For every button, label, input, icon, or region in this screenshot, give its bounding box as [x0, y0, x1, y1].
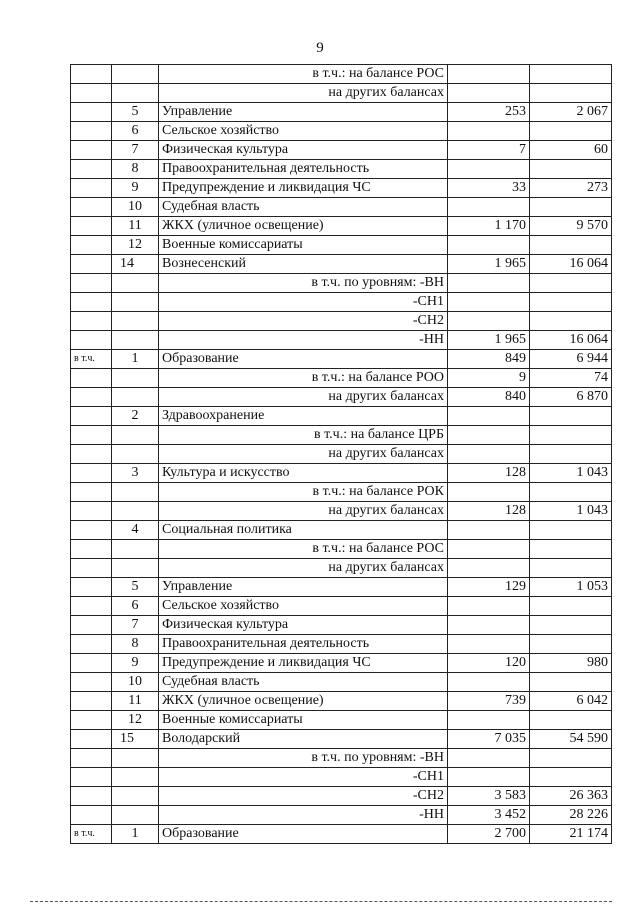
row-label-cell: Образование [159, 825, 448, 844]
row-label-cell: Образование [159, 350, 448, 369]
row-code-cell: 10 [112, 673, 159, 692]
value-cell-1: 7 035 [448, 730, 530, 749]
group-label-cell [71, 160, 112, 179]
row-label-cell: Физическая культура [159, 616, 448, 635]
table-row [71, 388, 612, 407]
value-cell-2 [530, 483, 612, 502]
table-row [71, 65, 612, 84]
value-cell-1: 33 [448, 179, 530, 198]
table-row [71, 578, 612, 597]
group-label-cell [71, 236, 112, 255]
row-label-cell: Правоохранительная деятельность [159, 160, 448, 179]
row-label-cell: Володарский [159, 730, 448, 749]
value-cell-2 [530, 445, 612, 464]
table-row [71, 103, 612, 122]
group-label-cell [71, 806, 112, 825]
row-code-cell: 2 [112, 407, 159, 426]
value-cell-1: 1 170 [448, 217, 530, 236]
group-label-cell [71, 426, 112, 445]
table-row [71, 749, 612, 768]
value-cell-2 [530, 426, 612, 445]
table-row [71, 521, 612, 540]
value-cell-2 [530, 236, 612, 255]
table-row [71, 179, 612, 198]
value-cell-1 [448, 540, 530, 559]
value-cell-2: 273 [530, 179, 612, 198]
value-cell-1: 253 [448, 103, 530, 122]
row-code-cell: 6 [112, 597, 159, 616]
table-row [71, 331, 612, 350]
value-cell-2 [530, 673, 612, 692]
row-code-cell: 6 [112, 122, 159, 141]
group-label-cell [71, 502, 112, 521]
row-label-cell: -НН [159, 806, 448, 825]
value-cell-1: 849 [448, 350, 530, 369]
table-row [71, 597, 612, 616]
table-row [71, 768, 612, 787]
row-label-cell: на других балансах [159, 84, 448, 103]
row-label-cell: -СН2 [159, 787, 448, 806]
row-code-cell: 7 [112, 616, 159, 635]
row-label-cell: Культура и искусство [159, 464, 448, 483]
table-row [71, 445, 612, 464]
row-code-cell [112, 312, 159, 331]
row-label-cell: -СН2 [159, 312, 448, 331]
row-code-cell: 14 [112, 255, 159, 274]
group-label-cell [71, 122, 112, 141]
row-code-cell: 4 [112, 521, 159, 540]
row-code-cell [112, 787, 159, 806]
value-cell-2 [530, 749, 612, 768]
table-row [71, 293, 612, 312]
row-code-cell [112, 540, 159, 559]
table-row [71, 274, 612, 293]
value-cell-2: 54 590 [530, 730, 612, 749]
row-code-cell [112, 483, 159, 502]
group-label-cell [71, 730, 112, 749]
row-code-cell: 11 [112, 217, 159, 236]
row-code-cell [112, 445, 159, 464]
group-label-cell [71, 141, 112, 160]
row-code-cell [112, 768, 159, 787]
value-cell-1: 1 965 [448, 255, 530, 274]
value-cell-2 [530, 521, 612, 540]
row-label-cell: в т.ч.: на балансе РОО [159, 369, 448, 388]
row-label-cell: -СН1 [159, 293, 448, 312]
value-cell-2 [530, 65, 612, 84]
value-cell-2 [530, 711, 612, 730]
table-row [71, 730, 612, 749]
table-row [71, 616, 612, 635]
value-cell-1 [448, 274, 530, 293]
row-label-cell: Военные комиссариаты [159, 711, 448, 730]
table-row [71, 502, 612, 521]
group-label-cell [71, 179, 112, 198]
value-cell-2 [530, 84, 612, 103]
row-label-cell: Судебная власть [159, 673, 448, 692]
value-cell-2: 2 067 [530, 103, 612, 122]
group-label-cell [71, 217, 112, 236]
table-row [71, 483, 612, 502]
value-cell-2: 21 174 [530, 825, 612, 844]
value-cell-2 [530, 122, 612, 141]
value-cell-2: 16 064 [530, 255, 612, 274]
row-code-cell [112, 274, 159, 293]
group-label-cell [71, 483, 112, 502]
row-code-cell: 15 [112, 730, 159, 749]
table-row [71, 635, 612, 654]
row-code-cell: 5 [112, 103, 159, 122]
value-cell-1 [448, 749, 530, 768]
value-cell-1: 7 [448, 141, 530, 160]
table-row [71, 312, 612, 331]
value-cell-2 [530, 616, 612, 635]
table-row [71, 217, 612, 236]
value-cell-1 [448, 445, 530, 464]
value-cell-2 [530, 635, 612, 654]
value-cell-1 [448, 521, 530, 540]
value-cell-2: 980 [530, 654, 612, 673]
row-label-cell: в т.ч. по уровням: -ВН [159, 274, 448, 293]
value-cell-2: 74 [530, 369, 612, 388]
group-label-cell: в т.ч. [71, 825, 112, 844]
row-code-cell: 12 [112, 711, 159, 730]
value-cell-2 [530, 559, 612, 578]
value-cell-1: 739 [448, 692, 530, 711]
value-cell-1: 120 [448, 654, 530, 673]
row-code-cell: 1 [112, 350, 159, 369]
row-code-cell: 10 [112, 198, 159, 217]
bottom-rule [30, 901, 612, 902]
value-cell-2: 16 064 [530, 331, 612, 350]
value-cell-2 [530, 293, 612, 312]
table-row [71, 673, 612, 692]
row-code-cell: 12 [112, 236, 159, 255]
row-code-cell [112, 369, 159, 388]
value-cell-1 [448, 236, 530, 255]
value-cell-2 [530, 597, 612, 616]
group-label-cell [71, 787, 112, 806]
value-cell-1 [448, 559, 530, 578]
value-cell-2 [530, 274, 612, 293]
row-code-cell: 11 [112, 692, 159, 711]
value-cell-2: 6 870 [530, 388, 612, 407]
row-code-cell: 8 [112, 160, 159, 179]
row-label-cell: в т.ч.: на балансе РОС [159, 65, 448, 84]
value-cell-1: 1 965 [448, 331, 530, 350]
group-label-cell [71, 274, 112, 293]
value-cell-1: 128 [448, 502, 530, 521]
table-row [71, 369, 612, 388]
row-label-cell: Правоохранительная деятельность [159, 635, 448, 654]
value-cell-1 [448, 198, 530, 217]
table-row [71, 198, 612, 217]
group-label-cell [71, 293, 112, 312]
row-code-cell [112, 806, 159, 825]
row-code-cell [112, 293, 159, 312]
table-row [71, 84, 612, 103]
row-label-cell: в т.ч.: на балансе ЦРБ [159, 426, 448, 445]
group-label-cell [71, 388, 112, 407]
value-cell-1 [448, 635, 530, 654]
row-label-cell: Физическая культура [159, 141, 448, 160]
table-row [71, 236, 612, 255]
table-row [71, 255, 612, 274]
row-label-cell: на других балансах [159, 502, 448, 521]
group-label-cell [71, 369, 112, 388]
budget-table [70, 64, 612, 844]
row-code-cell: 1 [112, 825, 159, 844]
value-cell-1: 2 700 [448, 825, 530, 844]
row-code-cell: 9 [112, 654, 159, 673]
value-cell-1 [448, 616, 530, 635]
group-label-cell [71, 578, 112, 597]
value-cell-1: 9 [448, 369, 530, 388]
row-label-cell: Сельское хозяйство [159, 597, 448, 616]
group-label-cell [71, 654, 112, 673]
value-cell-2: 26 363 [530, 787, 612, 806]
value-cell-2: 1 053 [530, 578, 612, 597]
value-cell-2 [530, 198, 612, 217]
value-cell-2 [530, 312, 612, 331]
row-label-cell: на других балансах [159, 445, 448, 464]
row-label-cell: ЖКХ (уличное освещение) [159, 217, 448, 236]
value-cell-1: 128 [448, 464, 530, 483]
row-code-cell [112, 388, 159, 407]
table-row [71, 141, 612, 160]
row-label-cell: Судебная власть [159, 198, 448, 217]
table-row [71, 654, 612, 673]
row-label-cell: в т.ч. по уровням: -ВН [159, 749, 448, 768]
group-label-cell [71, 540, 112, 559]
row-label-cell: на других балансах [159, 388, 448, 407]
row-label-cell: Сельское хозяйство [159, 122, 448, 141]
row-label-cell: -НН [159, 331, 448, 350]
table-row [71, 787, 612, 806]
group-label-cell [71, 464, 112, 483]
table-row [71, 122, 612, 141]
group-label-cell [71, 749, 112, 768]
group-label-cell [71, 407, 112, 426]
row-label-cell: Управление [159, 103, 448, 122]
row-code-cell: 9 [112, 179, 159, 198]
row-label-cell: на других балансах [159, 559, 448, 578]
group-label-cell [71, 521, 112, 540]
value-cell-2 [530, 407, 612, 426]
table-row [71, 350, 612, 369]
value-cell-1: 3 452 [448, 806, 530, 825]
row-label-cell: ЖКХ (уличное освещение) [159, 692, 448, 711]
row-code-cell [112, 331, 159, 350]
row-code-cell [112, 426, 159, 445]
row-code-cell [112, 84, 159, 103]
value-cell-2: 1 043 [530, 502, 612, 521]
value-cell-1 [448, 122, 530, 141]
value-cell-2: 1 043 [530, 464, 612, 483]
value-cell-1 [448, 711, 530, 730]
table-row [71, 559, 612, 578]
table-row [71, 426, 612, 445]
group-label-cell [71, 84, 112, 103]
row-label-cell: Управление [159, 578, 448, 597]
group-label-cell [71, 616, 112, 635]
row-label-cell: в т.ч.: на балансе РОС [159, 540, 448, 559]
group-label-cell [71, 198, 112, 217]
row-code-cell [112, 65, 159, 84]
group-label-cell [71, 103, 112, 122]
group-label-cell [71, 768, 112, 787]
value-cell-2: 60 [530, 141, 612, 160]
row-code-cell: 8 [112, 635, 159, 654]
value-cell-2: 6 944 [530, 350, 612, 369]
row-label-cell: Социальная политика [159, 521, 448, 540]
group-label-cell: в т.ч. [71, 350, 112, 369]
row-code-cell [112, 559, 159, 578]
group-label-cell [71, 255, 112, 274]
table-row [71, 825, 612, 844]
value-cell-2: 6 042 [530, 692, 612, 711]
value-cell-1 [448, 673, 530, 692]
group-label-cell [71, 65, 112, 84]
value-cell-2 [530, 160, 612, 179]
value-cell-1 [448, 768, 530, 787]
value-cell-1: 3 583 [448, 787, 530, 806]
group-label-cell [71, 559, 112, 578]
page-number: 9 [316, 40, 324, 56]
row-code-cell: 3 [112, 464, 159, 483]
value-cell-2: 9 570 [530, 217, 612, 236]
row-label-cell: Предупреждение и ликвидация ЧС [159, 654, 448, 673]
group-label-cell [71, 331, 112, 350]
value-cell-1 [448, 312, 530, 331]
group-label-cell [71, 711, 112, 730]
value-cell-1 [448, 160, 530, 179]
row-code-cell [112, 502, 159, 521]
row-label-cell: -СН1 [159, 768, 448, 787]
table-row [71, 407, 612, 426]
group-label-cell [71, 692, 112, 711]
group-label-cell [71, 635, 112, 654]
table-row [71, 692, 612, 711]
value-cell-1 [448, 597, 530, 616]
row-label-cell: Военные комиссариаты [159, 236, 448, 255]
value-cell-1 [448, 407, 530, 426]
value-cell-1 [448, 483, 530, 502]
row-label-cell: Предупреждение и ликвидация ЧС [159, 179, 448, 198]
row-code-cell: 7 [112, 141, 159, 160]
value-cell-1 [448, 426, 530, 445]
row-label-cell: Вознесенский [159, 255, 448, 274]
row-code-cell [112, 749, 159, 768]
row-label-cell: в т.ч.: на балансе РОК [159, 483, 448, 502]
value-cell-2: 28 226 [530, 806, 612, 825]
group-label-cell [71, 445, 112, 464]
table-row [71, 540, 612, 559]
row-code-cell: 5 [112, 578, 159, 597]
value-cell-1: 129 [448, 578, 530, 597]
value-cell-1: 840 [448, 388, 530, 407]
value-cell-1 [448, 293, 530, 312]
table-row [71, 806, 612, 825]
value-cell-2 [530, 540, 612, 559]
group-label-cell [71, 312, 112, 331]
table-row [71, 464, 612, 483]
table-row [71, 160, 612, 179]
value-cell-1 [448, 84, 530, 103]
row-label-cell: Здравоохранение [159, 407, 448, 426]
value-cell-1 [448, 65, 530, 84]
group-label-cell [71, 673, 112, 692]
group-label-cell [71, 597, 112, 616]
table-row [71, 711, 612, 730]
value-cell-2 [530, 768, 612, 787]
